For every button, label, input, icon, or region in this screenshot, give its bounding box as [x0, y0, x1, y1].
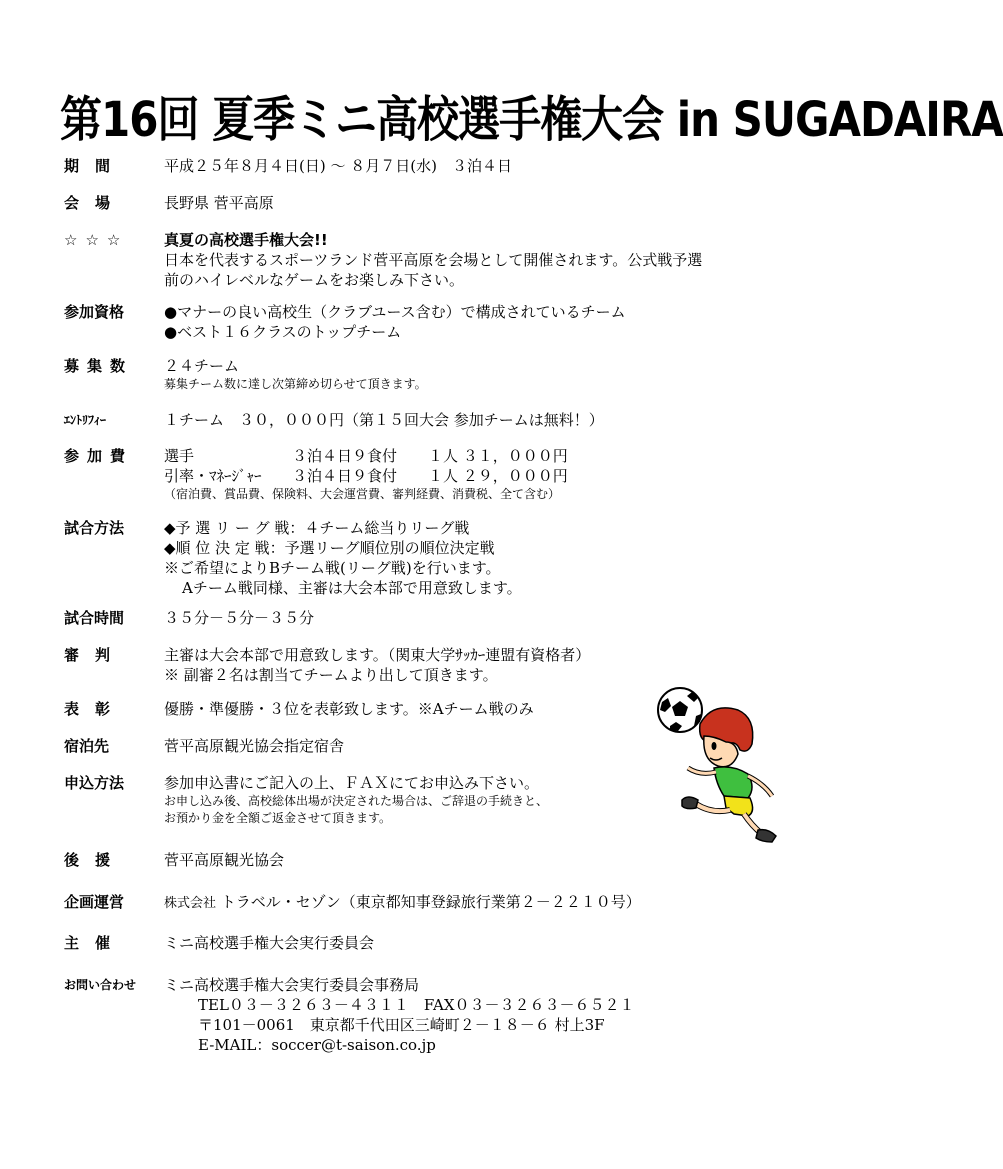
entry-fee-label: ｴﾝﾄﾘﾌｨｰ — [64, 413, 107, 427]
application-note: お預かり金を全額ご返金させて頂きます。 — [164, 811, 392, 825]
entry-fee-value: １チーム ３０，０００円（第１５回大会 参加チームは無料！） — [164, 411, 604, 429]
eligibility-item: ●マナーの良い高校生（クラブユース含む）で構成されているチーム — [164, 303, 626, 321]
referee-label: 審判 — [64, 646, 127, 664]
participation-fee-label: 参加費 — [64, 447, 134, 465]
highlight-line-2: 前のハイレベルなゲームをお楽しみ下さい。 — [164, 271, 465, 289]
organizer-company: 株式会社 — [164, 896, 217, 911]
match-format-line: ※ご希望によりBチーム戦(リーグ戦)を行います。 — [164, 559, 501, 577]
highlight-headline: 真夏の高校選手権大会!! — [164, 231, 328, 249]
period-label: 期間 — [64, 157, 127, 175]
contact-phone: TEL０３－３２６３－４３１１ FAX０３－３２６３－６５２１ — [198, 996, 635, 1014]
eligibility-item: ●ベスト１６クラスのトップチーム — [164, 323, 402, 341]
page-title: 第16回 夏季ミニ高校選手権大会 in SUGADAIRA — [60, 91, 1003, 148]
match-format-label: 試合方法 — [64, 519, 125, 537]
application-label: 申込方法 — [64, 774, 125, 792]
soccer-player-illustration — [652, 684, 782, 844]
fee-price: １人 ３１，０００円 — [428, 447, 568, 465]
application-note: お申し込み後、高校総体出場が決定された場合は、ご辞退の手続きと、 — [164, 794, 549, 808]
stars-label: ☆☆☆ — [64, 231, 129, 249]
fee-who: 選手 — [164, 447, 195, 465]
host-value: ミニ高校選手権大会実行委員会 — [164, 934, 375, 952]
match-time-label: 試合時間 — [64, 609, 125, 627]
fee-who: 引率・ﾏﾈｰｼﾞｬｰ — [164, 467, 262, 485]
match-format-line: ◆予 選 リ ー グ 戦：４チーム総当りリーグ戦 — [164, 519, 470, 537]
referee-note: ※ 副審２名は割当てチームより出して頂きます。 — [164, 666, 498, 684]
organizer-name: トラベル・セゾン（東京都知事登録旅行業第２－２２１０号） — [220, 893, 641, 911]
eligibility-label: 参加資格 — [64, 303, 125, 321]
contact-email: E-MAIL：soccer@t-saison.co.jp — [198, 1036, 436, 1054]
soccer-ball-icon — [658, 688, 702, 732]
fee-plan: ３泊４日９食付 — [292, 467, 398, 485]
recruit-label: 募集数 — [64, 357, 134, 375]
awards-label: 表彰 — [64, 700, 127, 718]
match-time-value: ３５分－５分－３５分 — [164, 609, 315, 627]
match-format-line: ◆順 位 決 定 戦：予選リーグ順位別の順位決定戦 — [164, 539, 495, 557]
lodging-label: 宿泊先 — [64, 737, 110, 755]
lodging-value: 菅平高原観光協会指定宿舎 — [164, 737, 345, 755]
organizer-label: 企画運営 — [64, 893, 125, 911]
fee-row-player — [164, 446, 784, 466]
referee-value: 主審は大会本部で用意致します。（関東大学ｻｯｶｰ連盟有資格者） — [164, 646, 591, 664]
application-value: 参加申込書にご記入の上、ＦＡＸにてお申込み下さい。 — [164, 774, 540, 792]
fee-row-staff — [164, 466, 784, 486]
contact-org: ミニ高校選手権大会実行委員会事務局 — [164, 976, 420, 994]
recruit-value: ２４チーム — [164, 357, 240, 375]
host-label: 主催 — [64, 934, 127, 952]
fee-note: （宿泊費、賞品費、保険料、大会運営費、審判経費、消費税、全て含む） — [164, 487, 561, 501]
awards-value: 優勝・準優勝・３位を表彰致します。※Aチーム戦のみ — [164, 700, 534, 718]
venue-value: 長野県 菅平高原 — [164, 194, 274, 212]
match-format-line: Aチーム戦同様、主審は大会本部で用意致します。 — [182, 579, 522, 597]
fee-price: １人 ２９，０００円 — [428, 467, 568, 485]
support-value: 菅平高原観光協会 — [164, 851, 285, 869]
period-value: 平成２５年８月４日(日) ～ ８月７日(水) ３泊４日 — [164, 157, 512, 175]
highlight-line-1: 日本を代表するスポーツランド菅平高原を会場として開催されます。公式戦予選 — [164, 251, 703, 269]
contact-label: お問い合わせ — [64, 978, 137, 992]
fee-plan: ３泊４日９食付 — [292, 447, 398, 465]
venue-label: 会場 — [64, 194, 127, 212]
recruit-note: 募集チーム数に達し次第締め切らせて頂きます。 — [164, 377, 427, 391]
contact-address: 〒101－0061 東京都千代田区三崎町２－１８－６ 村上3F — [198, 1016, 605, 1034]
support-label: 後援 — [64, 851, 127, 869]
